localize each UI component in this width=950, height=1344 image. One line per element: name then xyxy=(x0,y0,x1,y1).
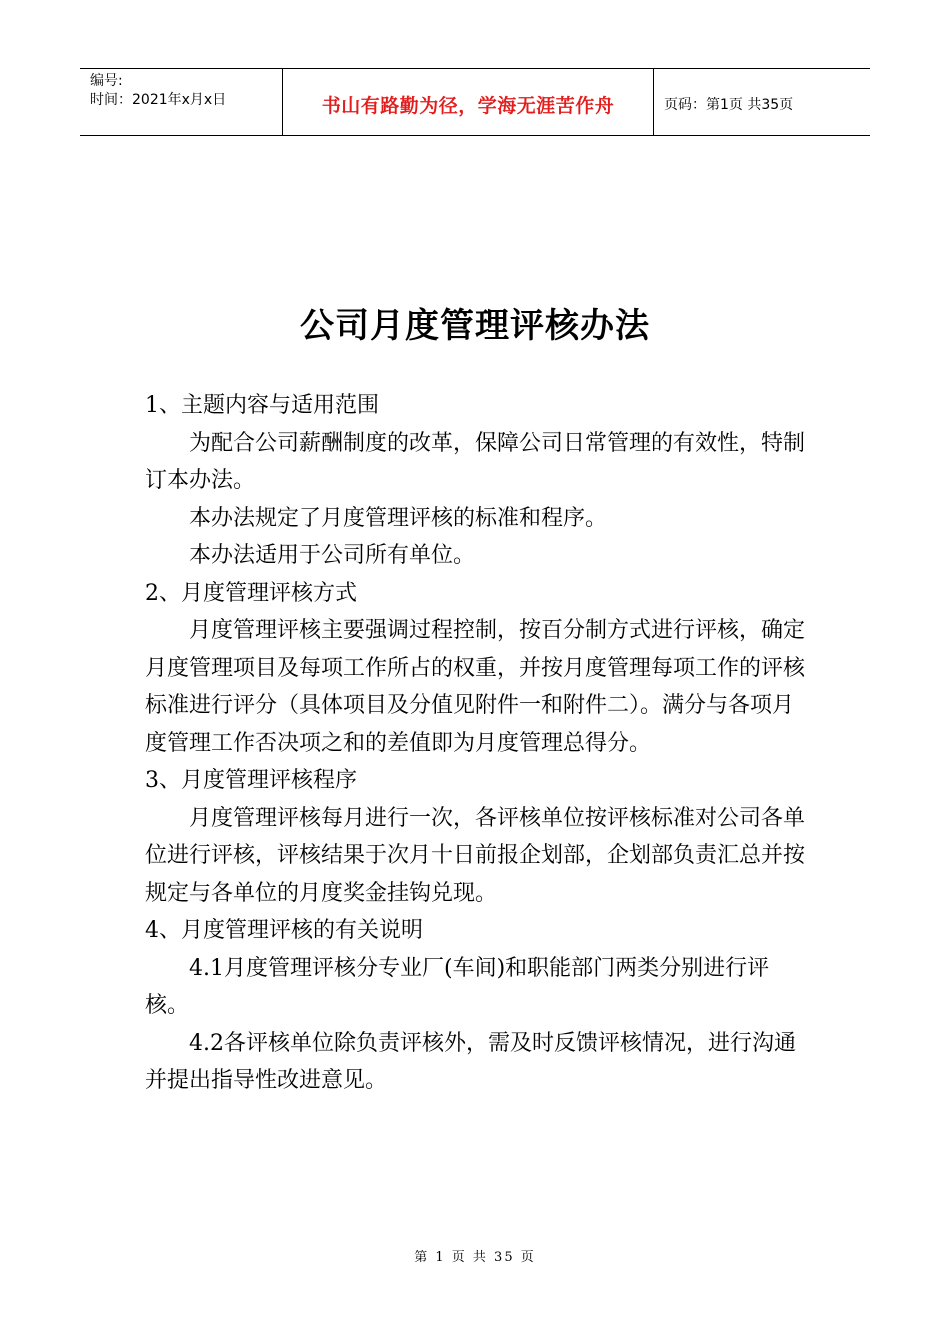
header-motto: 书山有路勤为径，学海无涯苦作舟 xyxy=(321,94,615,117)
section-3-paragraph-1: 月度管理评核每月进行一次，各评核单位按评核标准对公司各单位进行评核，评核结果于次月十日前报企划部，企划部负责汇总并按规定与各单位的月度奖金挂钩兑现。 xyxy=(145,805,806,906)
header-page-info: 页码：第1页 共35页 xyxy=(664,97,794,113)
section-heading-4: 4、月度管理评核的有关说明 xyxy=(145,918,423,943)
header-motto-cell xyxy=(282,69,654,135)
section-1-paragraph-3: 本办法适用于公司所有单位。 xyxy=(189,543,476,568)
section-heading-1: 1、主题内容与适用范围 xyxy=(145,393,379,418)
section-4-paragraph-2: 4.2各评核单位除负责评核外，需及时反馈评核情况，进行沟通并提出指导性改进意见。 xyxy=(145,1030,796,1093)
header-meta xyxy=(80,69,282,135)
section-4-paragraph-1: 4.1月度管理评核分专业厂(车间)和职能部门两类分别进行评核。 xyxy=(145,955,770,1018)
document-body xyxy=(145,387,805,1100)
page-footer: 第 1 页 共 35 页 xyxy=(414,1250,536,1265)
document-title: 公司月度管理评核办法 xyxy=(300,306,650,346)
section-1-paragraph-1: 为配合公司薪酬制度的改革，保障公司日常管理的有效性，特制订本办法。 xyxy=(145,430,806,493)
document-number-label: 编号: xyxy=(90,73,123,89)
section-heading-2: 2、月度管理评核方式 xyxy=(145,580,357,606)
page-header xyxy=(80,68,870,136)
section-1-paragraph-2: 本办法规定了月度管理评核的标准和程序。 xyxy=(189,505,608,531)
section-heading-3: 3、月度管理评核程序 xyxy=(145,768,357,793)
document-time-label: 时间：2021年x月x日 xyxy=(90,92,227,108)
section-2-paragraph-1: 月度管理评核主要强调过程控制，按百分制方式进行评核，确定月度管理项目及每项工作所占的权重，并按月度管理每项工作的评核标准进行评分（具体项目及分值见附件一和附件二）。满分与各项月度管理工作否决项之和的差值即为月度管理总得分。 xyxy=(145,618,806,756)
